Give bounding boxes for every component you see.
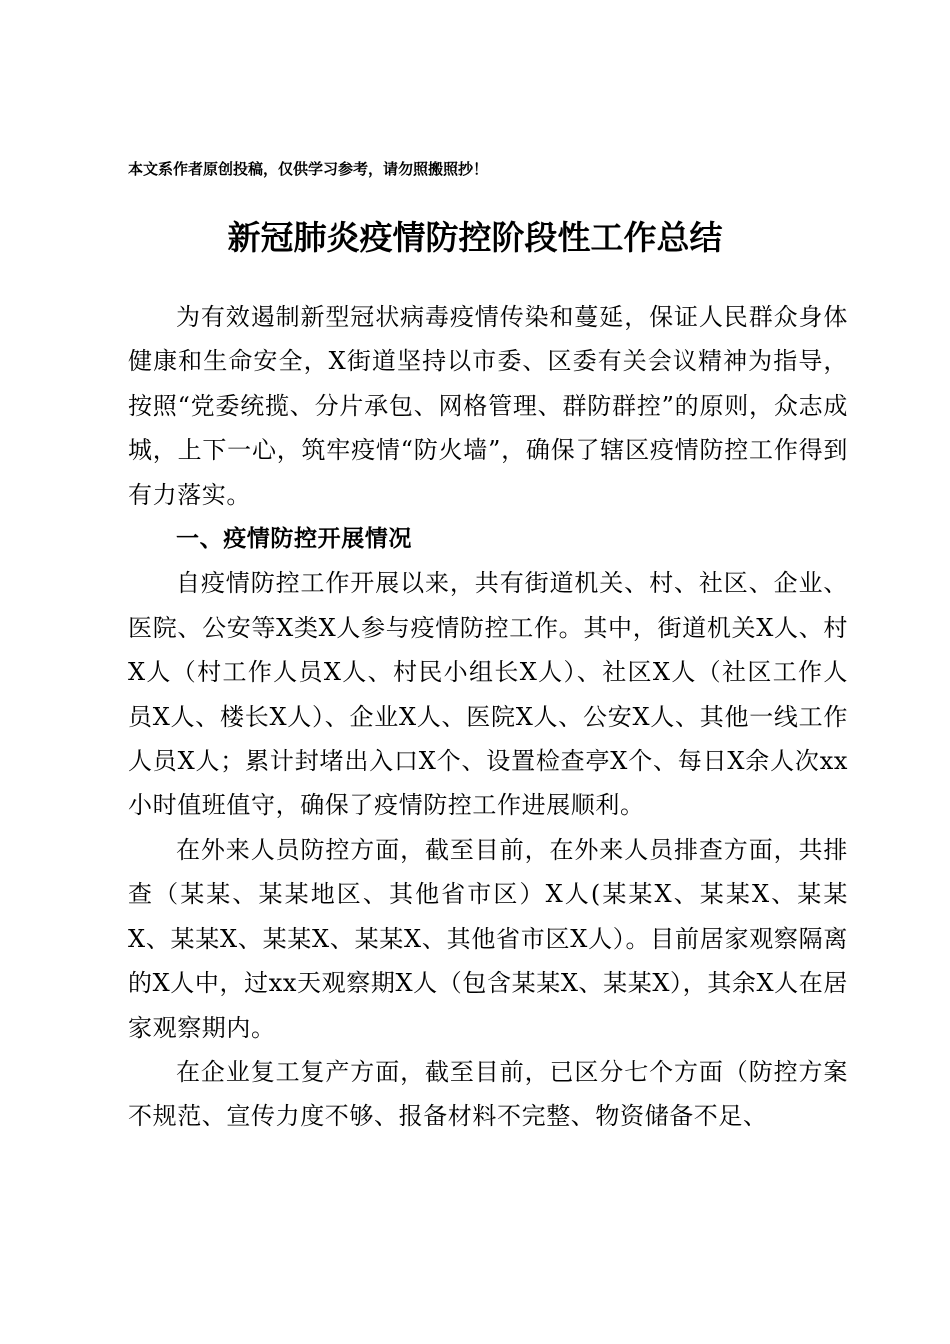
- section-heading: 一、疫情防控开展情况: [176, 526, 412, 553]
- document-body: [128, 295, 848, 1139]
- body-paragraph: 在外来人员防控方面，截至目前，在外来人员排查方面，共排查（某某、某某地区、其他省市区）X人(某某X、某某X、某某X、某某X、某某X、某某X、其他省市区X人）。目前居家观察隔离的X人中，过xx天观察期X人（包含某某X、某某X），其余X人在居家观察期内。: [128, 835, 848, 1042]
- disclaimer-note: 本文系作者原创投稿，仅供学习参考，请勿照搬照抄！: [128, 160, 489, 178]
- body-paragraph: 自疫情防控工作开展以来，共有街道机关、村、社区、企业、医院、公安等X类X人参与疫情防控工作。其中，街道机关X人、村X人（村工作人员X人、村民小组长X人）、社区X人（社区工作人员X人、楼长X人）、企业X人、医院X人、公安X人、其他一线工作人员X人；累计封堵出入口X个、设置检查亭X个、每日X余人次xx小时值班值守，确保了疫情防控工作进展顺利。: [128, 569, 848, 820]
- intro-paragraph: 为有效遏制新型冠状病毒疫情传染和蔓延，保证人民群众身体健康和生命安全，X街道坚持以市委、区委有关会议精神为指导，按照“党委统揽、分片承包、网格管理、群防群控”的原则，众志成城，上下一心，筑牢疫情“防火墙”，确保了辖区疫情防控工作得到有力落实。: [128, 303, 848, 509]
- page-title: 新冠肺炎疫情防控阶段性工作总结: [227, 218, 723, 257]
- body-paragraph: 在企业复工复产方面，截至目前，已区分七个方面（防控方案不规范、宣传力度不够、报备材料不完整、物资储备不足、: [128, 1057, 848, 1131]
